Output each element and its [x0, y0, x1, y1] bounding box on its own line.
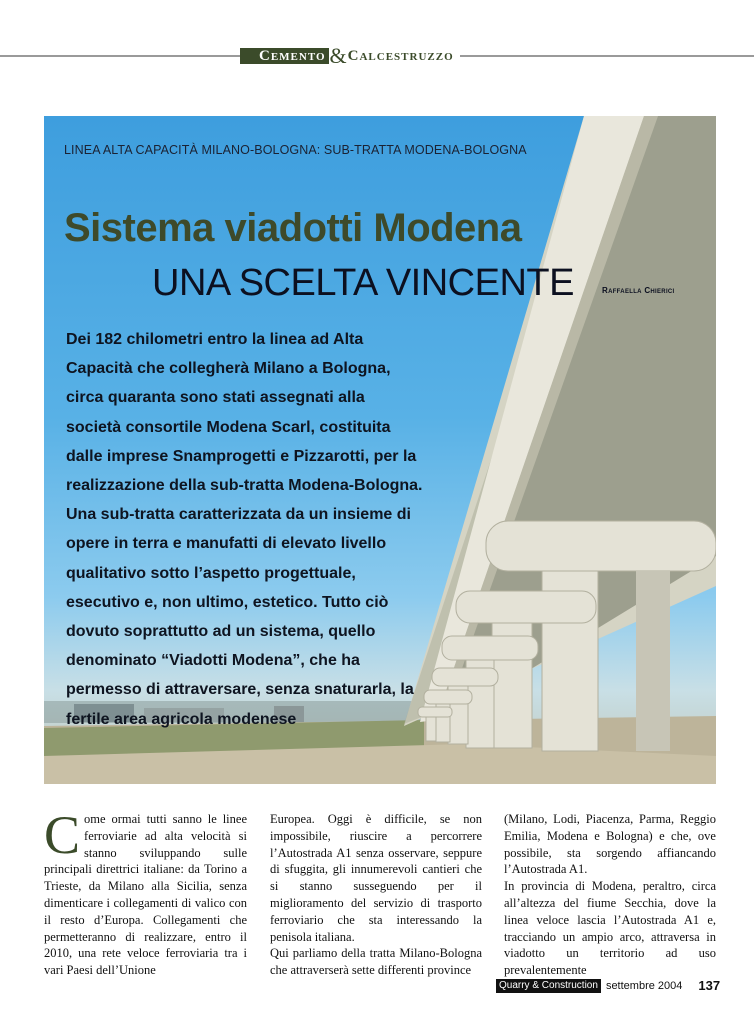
body-paragraph: ome ormai tutti sanno le linee ferroviarie ad alta velocità si stanno sviluppando sulle principali direttrici italiane: da Torino a Trieste, da Milano alla Sicilia, senza dimenticare i collegamenti di valico con il resto d’Europa. Collegamenti che permetteranno di realizzare, entro il 2010, una rete veloce ferroviaria tra i vari Paesi dell’Unione: [44, 812, 247, 978]
section-ampersand: &: [329, 43, 347, 68]
page-footer: [496, 978, 720, 993]
magazine-name: Quarry & Construction: [496, 979, 601, 993]
body-paragraph: In provincia di Modena, peraltro, circa all’altezza del fiume Secchia, dove la linea veloce lascia l’Autostrada A1 e, tracciando un ampio arco, attraversa in viadotto un territorio ad uso prevalentemente: [504, 879, 716, 978]
body-column-2: [270, 811, 482, 979]
article-byline: Raffaella Chierici: [602, 286, 675, 295]
section-word-1: Cemento: [256, 48, 329, 64]
lead-paragraph: Dei 182 chilometri entro la linea ad Alta Capacità che collegherà Milano a Bologna, circa quaranta sono stati assegnati alla società consortile Modena Scarl, costituita dalle imprese Snamprogetti e Pizzarotti, per la realizzazione della sub-tratta Modena-Bologna. Una sub-tratta caratterizzata da un insieme di opere in terra e manufatti di elevato livello qualitativo sotto l’aspetto progettuale, esecutivo e, non ultimo, estetico. Tutto ciò dovuto soprattutto ad un sistema, quello denominato “Viadotti Modena”, che ha permesso di attraversare, senza snaturarla, la fertile area agricola modenese: [66, 331, 423, 728]
article-title: Sistema viadotti Modena: [64, 206, 522, 250]
body-column-3: [504, 811, 716, 979]
drop-cap: C: [44, 805, 81, 865]
section-header: [240, 43, 460, 68]
article-kicker: LINEA ALTA CAPACITÀ MILANO-BOLOGNA: SUB-TRATTA MODENA-BOLOGNA: [64, 143, 527, 157]
page-number: 137: [698, 978, 721, 993]
section-marker: [240, 48, 256, 64]
issue-date: settembre 2004: [605, 979, 683, 992]
body-paragraph: (Milano, Lodi, Piacenza, Parma, Reggio Emilia, Modena e Bologna) e che, ove possibile, sta sorgendo affiancando l’Autostrada A1.: [504, 812, 716, 877]
section-word-2: Calcestruzzo: [347, 48, 454, 64]
body-paragraph: Qui parliamo della tratta Milano-Bologna che attraverserà sette differenti province: [270, 946, 482, 978]
article-lead: [66, 325, 424, 734]
body-column-1: [44, 805, 247, 979]
article-subtitle: UNA SCELTA VINCENTE: [152, 262, 574, 304]
body-paragraph: Europea. Oggi è difficile, se non impossibile, riuscire a percorrere l’Autostrada A1 senza osservare, seppure di sfuggita, gli innumerevoli cantieri che si stanno susseguendo per il miglioramento del servizio di trasporto ferroviario che sta interessando la penisola italiana.: [270, 812, 482, 944]
